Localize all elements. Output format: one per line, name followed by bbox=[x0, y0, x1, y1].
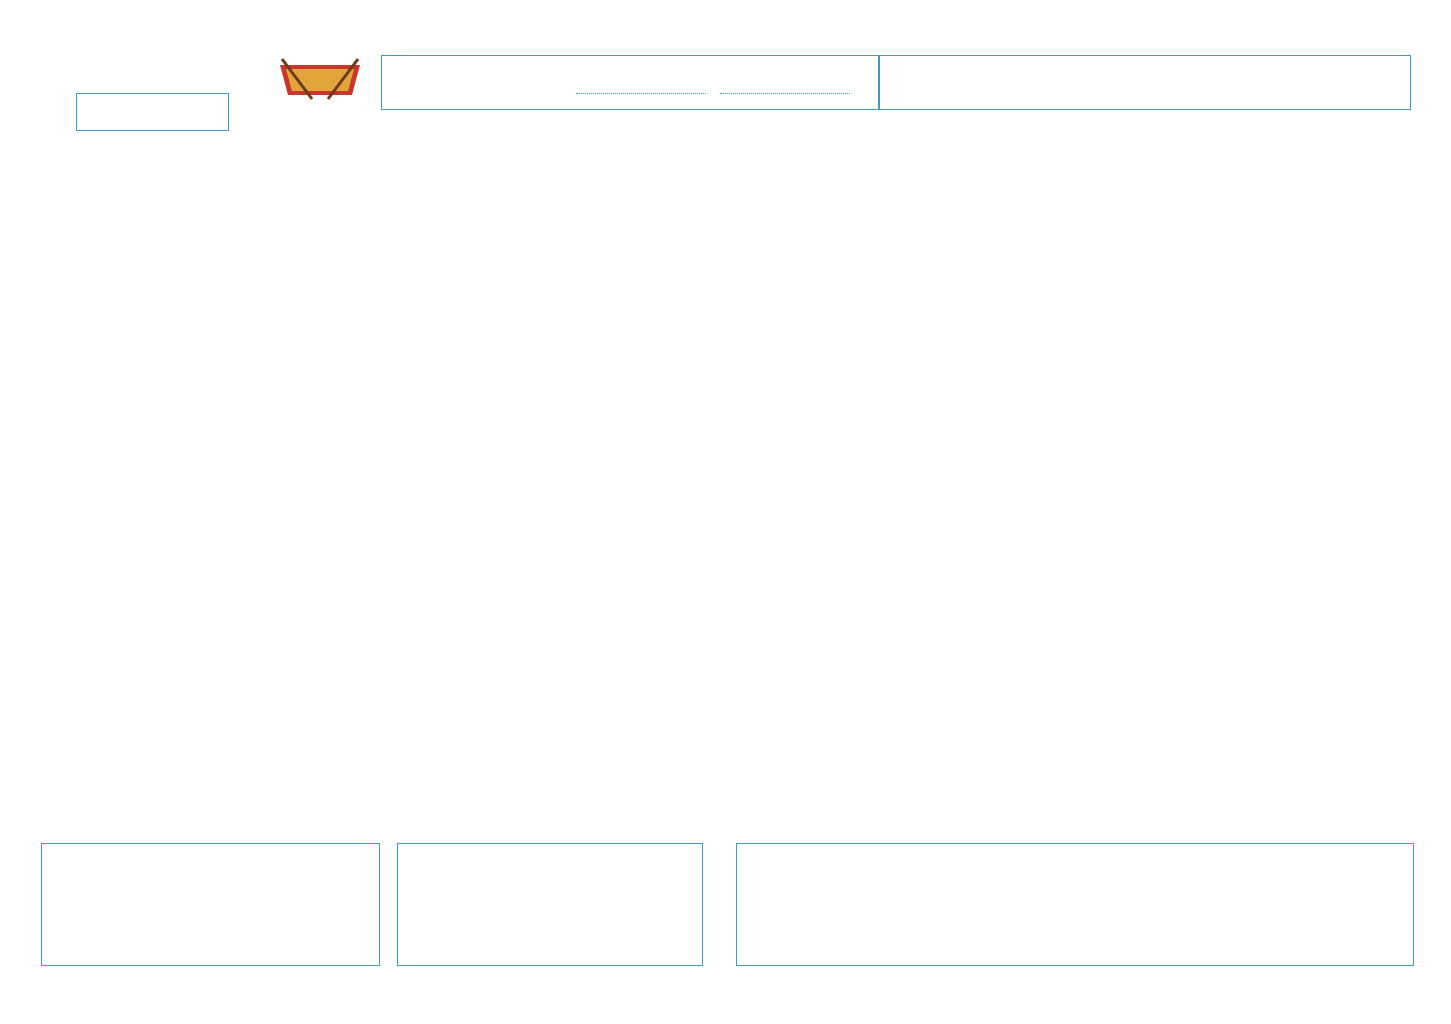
homerun-table bbox=[41, 843, 380, 966]
injury-table bbox=[397, 843, 703, 966]
pitcher-table bbox=[736, 843, 1414, 966]
lineup-team-box bbox=[76, 93, 229, 131]
